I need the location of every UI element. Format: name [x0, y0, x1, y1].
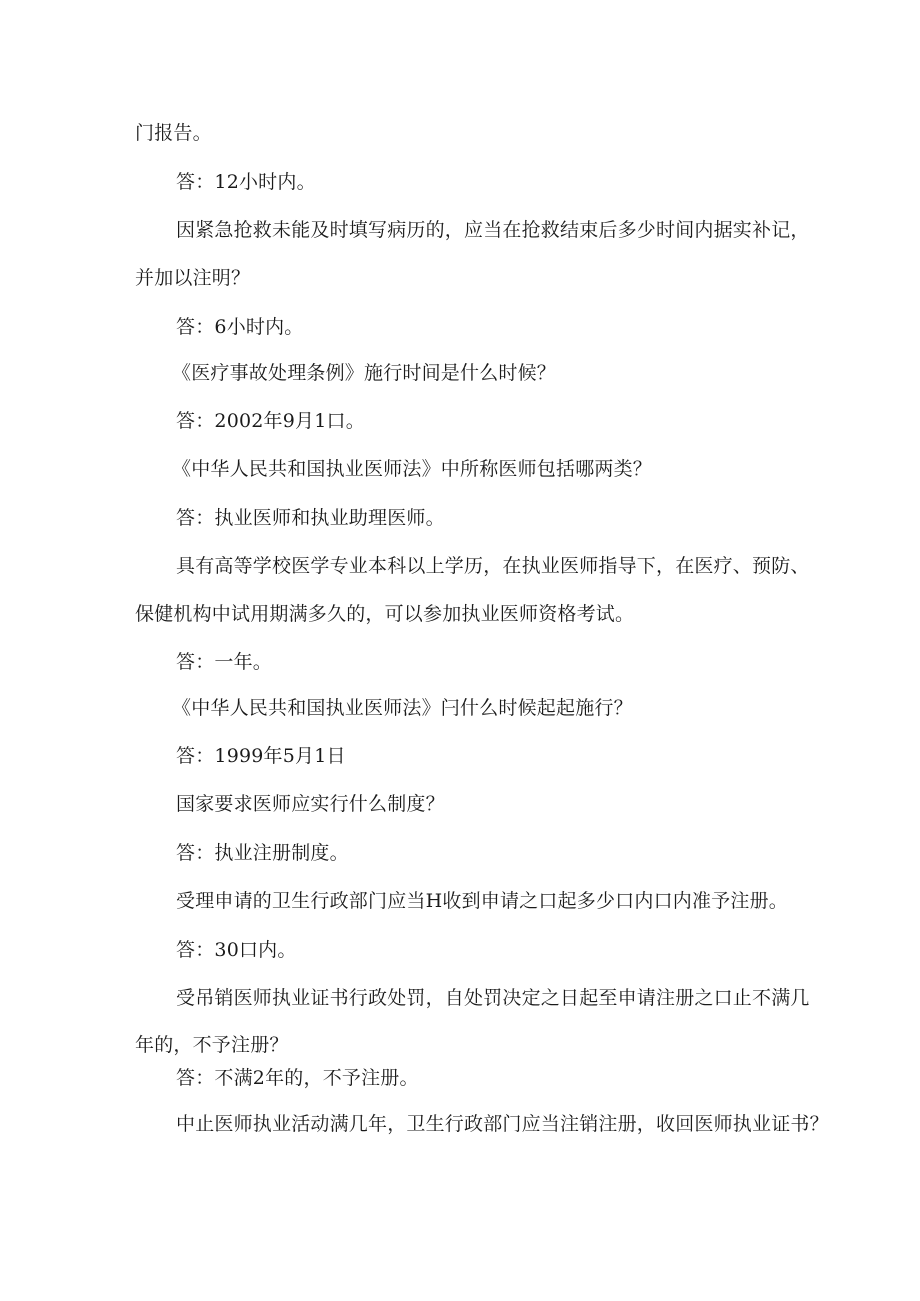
- question-line: 《中华人民共和国执业医师法》闩什么时候起起施行？: [172, 697, 633, 719]
- question-line: 《医疗事故处理条例》施行时间是什么时候？: [172, 362, 557, 384]
- question-line: 《中华人民共和国执业医师法》中所称医师包括哪两类？: [172, 458, 653, 480]
- question-line: 因紧急抢救未能及时填写病历的，应当在抢救结束后多少时间内据实补记，: [176, 219, 810, 241]
- answer-line: 答：30口内。: [176, 939, 297, 961]
- answer-line: 答：执业医师和执业助理医师。: [176, 507, 445, 529]
- question-line: 受理申请的卫生行政部门应当H收到申请之口起多少口内口内准予注册。: [176, 890, 788, 912]
- answer-line: 答：6小时内。: [176, 316, 304, 338]
- question-line: 中止医师执业活动满几年，卫生行政部门应当注销注册，收回医师执业证书？: [176, 1113, 829, 1135]
- answer-line: 答：12小时内。: [176, 171, 316, 193]
- question-line: 国家要求医师应实行什么制度？: [176, 793, 445, 815]
- text-line: 门报告。: [135, 122, 212, 144]
- answer-line: 答：1999年5月1日: [176, 745, 346, 767]
- question-line: 具有高等学校医学专业本科以上学历，在执业医师指导下，在医疗、预防、: [176, 555, 810, 577]
- text-line: 并加以注明？: [135, 267, 251, 289]
- answer-line: 答：执业注册制度。: [176, 842, 349, 864]
- text-line: 年的，不予注册？: [135, 1034, 289, 1056]
- answer-line: 答：2002年9月1口。: [176, 410, 365, 432]
- question-line: 受吊销医师执业证书行政处罚，自处罚决定之日起至申请注册之口止不满几: [176, 987, 810, 1009]
- text-line: 保健机构中试用期满多久的，可以参加执业医师资格考试。: [135, 603, 635, 625]
- answer-line: 答：不满2年的，不予注册。: [176, 1067, 419, 1089]
- answer-line: 答：一年。: [176, 651, 273, 673]
